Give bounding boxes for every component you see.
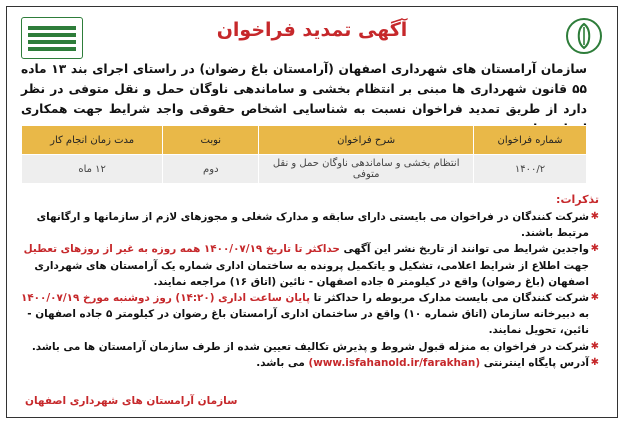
col-header-round: نوبت — [163, 126, 259, 155]
note-item — [21, 241, 599, 290]
note-item — [21, 339, 599, 355]
notice-title: آگهی تمدید فراخوان — [216, 19, 408, 41]
logo-bar — [28, 47, 76, 51]
note-text: شرکت کنندگان می بایست مدارک مربوطه را حداکثر تا — [309, 292, 589, 305]
cell-round: دوم — [163, 155, 259, 184]
star-bullet-icon: ✱ — [590, 211, 599, 222]
note-text: می باشد. — [256, 356, 309, 369]
col-header-tender-number: شماره فراخوان — [474, 126, 587, 155]
notice-page — [6, 6, 618, 418]
note-highlight-text: (www.isfahanold.ir/farakhan) — [308, 356, 481, 369]
note-item — [21, 355, 599, 371]
note-highlight-text: حداکثر تا تاریخ ۱۴۰۰/۰۷/۱۹ همه روزه به غیر از روزهای تعطیل — [23, 243, 340, 256]
cell-duration: ۱۲ ماه — [22, 155, 163, 184]
col-header-description: شرح فراخوان — [259, 126, 474, 155]
star-bullet-icon: ✱ — [590, 340, 599, 352]
note-text: آدرس پایگاه اینترنتی — [480, 356, 589, 369]
cell-tender-number: ۱۴۰۰/۲ — [474, 155, 587, 184]
signature: سازمان آرامستان های شهرداری اصفهان — [25, 395, 238, 407]
cell-description: انتظام بخشی و ساماندهی ناوگان حمل و نقل متوفی — [259, 155, 474, 184]
note-text: واجدین شرایط می توانند از تاریخ نشر این آگهی — [339, 243, 589, 256]
note-text: شرکت در فراخوان به منزله قبول شروط و پذیرش تکالیف تعیین شده از طرف سازمان آرامستان ها می باشد. — [31, 340, 589, 353]
table-header-row — [22, 126, 587, 155]
star-bullet-icon: ✱ — [590, 292, 599, 304]
notes-heading: تذکرات: — [556, 193, 599, 206]
table-row — [22, 155, 587, 184]
note-item — [21, 290, 599, 339]
notes-list — [21, 209, 599, 371]
star-bullet-icon: ✱ — [590, 356, 599, 368]
intro-paragraph: سازمان آرامستان های شهرداری اصفهان (آرامستان باغ رضوان) در راستای اجرای بند ۱۳ ماده ۵۵ قانون شهرداری ها مبنی بر انتظام بخشی و ساماندهی ناوگان حمل و نقل متوفی در نظر دارد از طریق تمدید فراخوان نسبت به شناسایی اشخاص حقوقی واجد شرایط جهت همکاری — [21, 62, 587, 116]
note-text: شرکت کنندگان در فراخوان می بایستی دارای سابقه و مدارک شغلی و مجوزهای لازم از سازمانها و ارگانهای مرتبط باشند. — [36, 211, 589, 240]
note-item — [21, 209, 599, 241]
star-bullet-icon: ✱ — [590, 243, 599, 255]
note-text: به دبیرخانه سازمان (اتاق شماره ۱۰) واقع در ساختمان اداری آرامستان باغ رضوان در کیلومتر ۵ جاده اصفهان - نائین، تحویل نمایند. — [27, 308, 589, 337]
tender-table — [21, 125, 587, 184]
note-text: جهت اطلاع از شرایط اعلامی، تشکیل و یاتکمیل پرونده به ساختمان اداری شماره یک آرامستان های شهرداری اصفهان (باغ رضوان) واقع در کیلومتر ۵ جاده اصفهان - نائین (اتاق ۱۶) مراجعه نمایند. — [34, 259, 589, 288]
note-highlight-text: پایان ساعت اداری (۱۴:۲۰) روز دوشنبه مورخ ۱۴۰۰/۰۷/۱۹ — [21, 292, 310, 305]
col-header-duration: مدت زمان انجام کار — [22, 126, 163, 155]
